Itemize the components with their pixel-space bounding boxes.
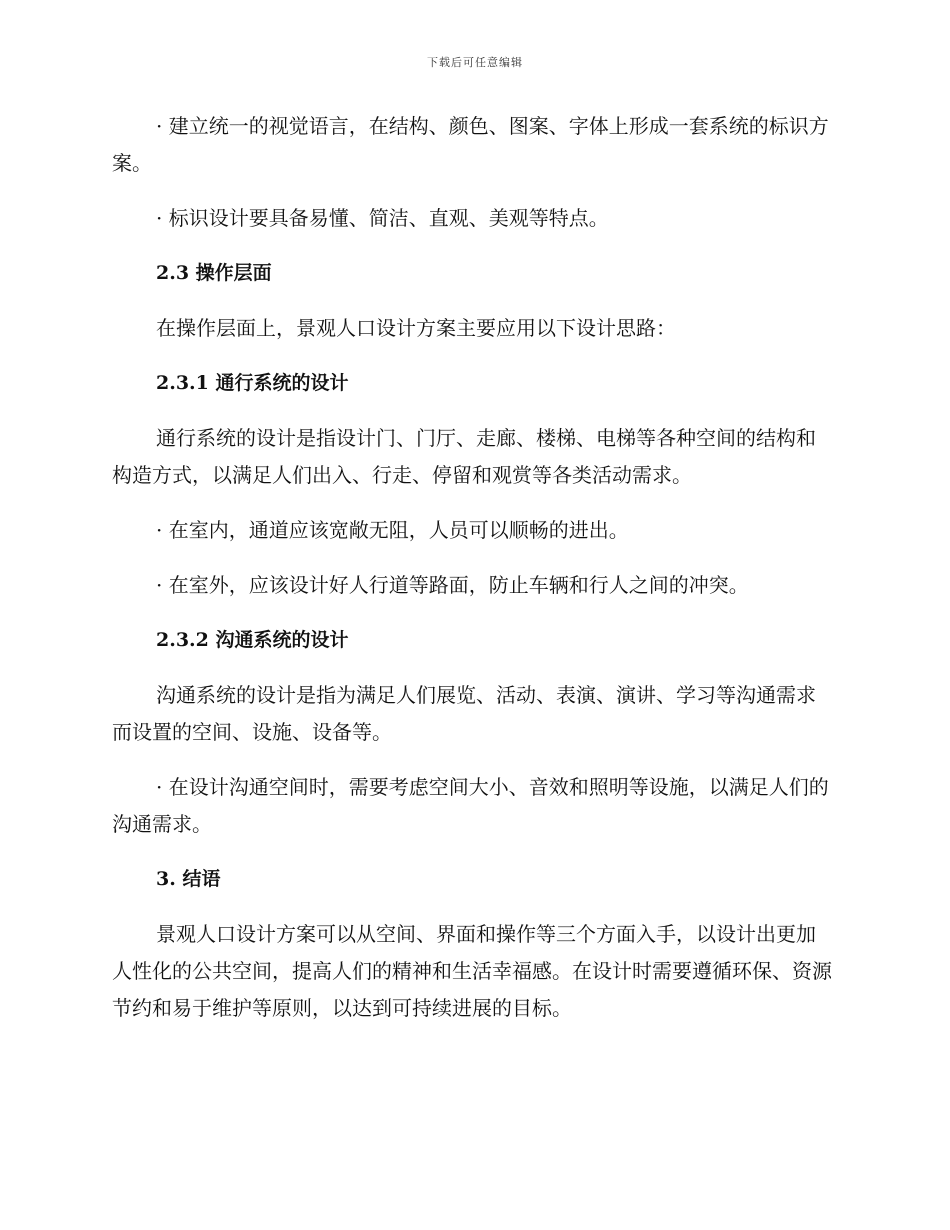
bullet-paragraph: · 在室内，通道应该宽敞无阻，人员可以顺畅的进出。 xyxy=(156,518,629,542)
bullet-paragraph: · 建立统一的视觉语言，在结构、颜色、图案、字体上形成一套系统的标识方案。 xyxy=(112,114,829,175)
paragraph: 沟通系统的设计是指为满足人们展览、活动、表演、演讲、学习等沟通需求而设置的空间、设施、设备等。 xyxy=(112,683,816,744)
bullet-paragraph: · 在设计沟通空间时，需要考虑空间大小、音效和照明等设施，以满足人们的沟通需求。 xyxy=(112,775,829,836)
paragraph: 景观人口设计方案可以从空间、界面和操作等三个方面入手，以设计出更加人性化的公共空间，提高人们的精神和生活幸福感。在设计时需要遵循环保、资源节约和易于维护等原则，以达到可持续进展的目标。 xyxy=(112,922,832,1020)
paragraph: 通行系统的设计是指设计门、门厅、走廊、楼梯、电梯等各种空间的结构和构造方式，以满足人们出入、行走、停留和观赏等各类活动需求。 xyxy=(112,426,816,487)
document-body xyxy=(112,108,832,1027)
section-heading: 2.3 操作层面 xyxy=(156,262,272,284)
bullet-paragraph: · 在室外，应该设计好人行道等路面，防止车辆和行人之间的冲突。 xyxy=(156,573,749,597)
paragraph: 在操作层面上，景观人口设计方案主要应用以下设计思路： xyxy=(156,316,676,340)
page-header-note: 下载后可任意编辑 xyxy=(427,56,523,69)
subsection-heading: 2.3.2 沟通系统的设计 xyxy=(156,629,349,651)
subsection-heading: 2.3.1 通行系统的设计 xyxy=(156,372,349,394)
bullet-paragraph: · 标识设计要具备易懂、简洁、直观、美观等特点。 xyxy=(156,206,609,230)
section-heading: 3. 结语 xyxy=(156,868,221,890)
